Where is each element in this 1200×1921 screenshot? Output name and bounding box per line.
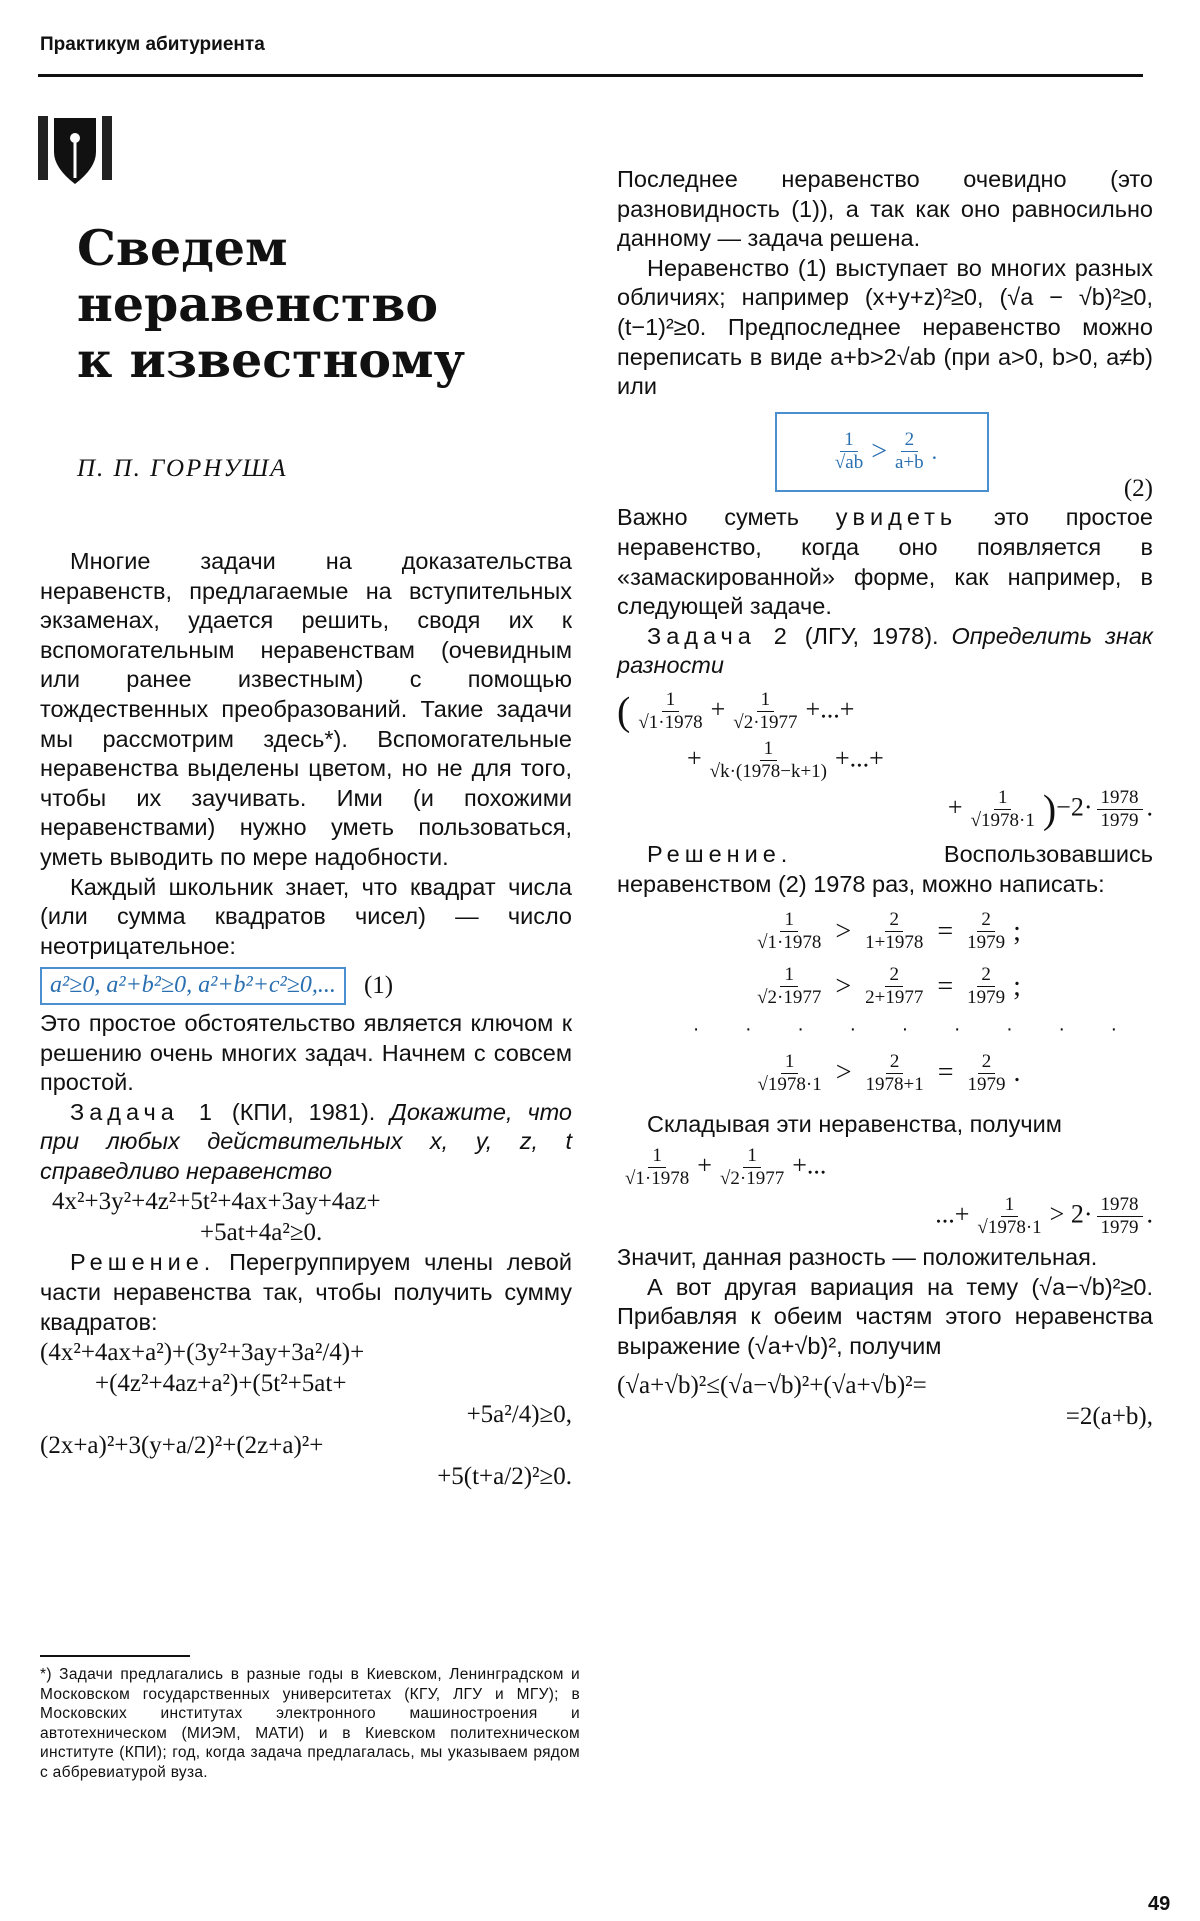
inequality-row <box>617 1051 1153 1096</box>
footnote: *) Задачи предлагались в разные годы в Киевском, Ленинградском и Московском государственных университетах (КГУ, ЛГУ и МГУ); в Московских институтах электронного машиностроения и автотехническом (МИЭМ, МАТИ) и в Киевском политехническом институте (КПИ); год, когда задача предлагалась, мы указываем рядом с аббревиатурой вуза. <box>40 1666 580 1781</box>
numerator: 1 <box>648 1145 666 1168</box>
section-header: Практикум абитуриента <box>40 34 265 55</box>
numerator: 1 <box>780 964 798 987</box>
text-span: это простое неравенство, когда оно появляется в «замаскированной» форме, как например, в следующей задаче. <box>617 504 1153 620</box>
operator: + <box>710 694 726 724</box>
paragraph: Это простое обстоятельство является ключом к решению очень многих задач. Начнем с совсем простой. <box>40 1009 572 1096</box>
expression-line <box>617 1194 1153 1239</box>
relation: = <box>937 1057 954 1089</box>
fraction <box>753 964 825 1009</box>
problem-text: Определить знак разности <box>617 622 1153 679</box>
numerator: 1 <box>1001 1194 1019 1217</box>
denominator: √2·1977 <box>733 711 798 733</box>
numerator: 1 <box>757 689 775 712</box>
inequality-box: a²≥0, a²+b²≥0, a²+b²+c²≥0,... <box>40 967 346 1005</box>
numerator: 1 <box>662 689 680 712</box>
formula-line: +(4z²+4az+a²)+(5t²+5at+ <box>95 1370 347 1398</box>
denominator: 1979 <box>967 987 1006 1009</box>
punctuation: ; <box>1013 970 1021 1002</box>
denominator: 2+1977 <box>865 987 924 1009</box>
denominator: 1+1978 <box>865 932 924 954</box>
formula-line: (4x²+4ax+a²)+(3y²+3ay+3a²/4)+ <box>40 1339 365 1367</box>
punctuation: . <box>931 438 938 464</box>
denominator: √k·(1978−k+1) <box>709 760 828 782</box>
relation: > <box>835 915 852 947</box>
fraction <box>706 738 831 783</box>
numerator: 2 <box>885 964 903 987</box>
numerator: 1 <box>743 1145 761 1168</box>
fraction <box>967 787 1039 832</box>
denominator: √2·1977 <box>757 987 822 1009</box>
paragraph: Многие задачи на доказательства неравенств, предлагаемые на вступительных экзаменах, удается решить, сводя их к вспомогательным неравенствам (очевидным или ранее известным) с помощью тождественных преобразований. Такие задачи мы рассмотрим здесь*). Вспомогательные неравенства выделены цветом, но не для того, чтобы их заучивать. Ими (и похожими неравенствами) нужно уметь пользоваться, уметь выводить по мере надобности. <box>40 548 572 870</box>
problem-text: Докажите, что при любых действительных x, y, z, t справедливо неравенство <box>40 1098 572 1184</box>
relation: = <box>937 915 954 947</box>
fraction <box>753 1051 825 1096</box>
fraction <box>716 1145 788 1190</box>
article-title <box>77 220 465 388</box>
numerator: 2 <box>978 1051 996 1074</box>
fraction <box>861 909 927 954</box>
denominator: √1·1978 <box>757 932 822 954</box>
solution-label: Решение. <box>70 1249 216 1276</box>
expression-line <box>617 1145 1153 1190</box>
author: П. П. ГОРНУША <box>77 455 288 482</box>
denominator: √1·1978 <box>625 1168 690 1190</box>
paragraph: Неравенство (1) выступает во многих разных обличиях; например (x+y+z)²≥0, (√a − √b)²≥0, (t−1)²≥0. Предпоследнее неравенство можно переписать в виде a+b>2√ab (при a>0, b>0, a≠b) или <box>617 254 1153 400</box>
problem-1 <box>40 1098 572 1187</box>
punctuation: . <box>1146 1199 1153 1229</box>
problem-source: (КПИ, 1981). <box>216 1098 391 1125</box>
numerator: 1 <box>760 738 778 761</box>
denominator: 1979 <box>967 932 1006 954</box>
fraction <box>973 1194 1045 1239</box>
relation: > <box>835 970 852 1002</box>
header-rule <box>38 74 1143 77</box>
numerator: 1 <box>780 909 798 932</box>
ellipsis-dots: · · · · · · · · · <box>692 1018 1138 1041</box>
problem-label: Задача 1 <box>70 1098 217 1125</box>
numerator: 1 <box>840 429 858 452</box>
left-column <box>40 547 572 1492</box>
denominator: 1979 <box>967 1073 1006 1095</box>
relation: > <box>835 1057 852 1089</box>
fraction <box>964 1051 1010 1096</box>
operator: +...+ <box>805 694 855 724</box>
paragraph: А вот другая вариация на тему (√a−√b)²≥0. Прибавляя к обеим частям этого неравенства выражение (√a+√b)², получим <box>617 1273 1153 1360</box>
operator: + <box>947 792 963 822</box>
paragraph: Значит, данная разность — положительная. <box>617 1244 1098 1271</box>
paren: ( <box>617 688 631 734</box>
fraction <box>862 1051 928 1096</box>
right-column <box>617 165 1153 1432</box>
fraction <box>963 964 1009 1009</box>
paragraph <box>617 503 1153 621</box>
expression-line <box>617 787 1153 832</box>
denominator: √1978·1 <box>977 1217 1042 1239</box>
operator: +... <box>792 1150 827 1180</box>
numerator: 2 <box>901 429 919 452</box>
footnote-rule <box>40 1655 190 1657</box>
expression-line <box>617 738 1153 783</box>
operator: −2· <box>1056 792 1093 822</box>
formula-line: +5a²/4)≥0, <box>466 1401 572 1429</box>
problem-label: Задача 2 <box>647 622 792 649</box>
punctuation: . <box>1013 1057 1021 1089</box>
denominator: a+b <box>895 452 924 474</box>
fraction <box>963 909 1009 954</box>
formula-line: 4x²+3y²+4z²+5t²+4ax+3ay+4az+ <box>52 1188 381 1216</box>
solution-text: Перегруппируем члены левой части неравенства так, чтобы получить сумму квадратов: <box>40 1249 572 1335</box>
relation: > <box>871 435 887 467</box>
formula-line: (√a+√b)²≤(√a−√b)²+(√a+√b)²= <box>617 1371 927 1399</box>
numerator: 1 <box>781 1051 799 1074</box>
punctuation: ; <box>1013 915 1021 947</box>
highlighted-inequality-1 <box>40 967 572 1005</box>
formula-line: +5(t+a/2)²≥0. <box>437 1463 572 1491</box>
fraction <box>831 429 867 474</box>
numerator: 2 <box>977 909 995 932</box>
denominator: √1978·1 <box>970 809 1035 831</box>
operator: + <box>697 1150 712 1180</box>
operator: ...+ <box>935 1199 970 1229</box>
paragraph: Последнее неравенство очевидно (это разновидность (1)), а так как оно равносильно данному — задача решена. <box>617 166 1153 252</box>
denominator: √2·1977 <box>719 1168 785 1190</box>
equation-number: (1) <box>363 972 394 1000</box>
fraction <box>729 689 801 734</box>
paragraph: Каждый школьник знает, что квадрат числа (или сумма квадратов чисел) — число неотрицательное: <box>40 873 572 959</box>
operator: + <box>687 743 702 773</box>
relation: > 2· <box>1049 1199 1093 1229</box>
numerator: 1978 <box>1097 1194 1143 1217</box>
fraction <box>621 1145 693 1190</box>
problem-2 <box>617 622 1153 681</box>
denominator: √1·1978 <box>638 711 703 733</box>
title-line: Сведем <box>77 219 288 277</box>
numerator: 2 <box>886 1051 904 1074</box>
solution-label: Решение. <box>647 840 793 867</box>
numerator: 1 <box>994 787 1012 810</box>
numerator: 2 <box>977 964 995 987</box>
fraction <box>1097 787 1143 832</box>
operator: +...+ <box>835 743 884 773</box>
solution-text: Воспользовавшись неравенством (2) 1978 раз, можно написать: <box>617 840 1153 897</box>
formula-line: +5at+4a²≥0. <box>200 1219 323 1247</box>
formula-line: (2x+a)²+3(y+a/2)²+(2z+a)²+ <box>40 1432 324 1460</box>
equation-number: (2) <box>1123 474 1153 502</box>
title-line: неравенство <box>77 275 439 333</box>
inequality-row <box>617 964 1153 1009</box>
punctuation: . <box>1146 792 1153 822</box>
paren: ) <box>1042 786 1057 832</box>
fountain-pen-nib-icon <box>36 108 114 188</box>
fraction <box>891 429 928 474</box>
denominator: √ab <box>834 452 864 474</box>
numerator: 2 <box>885 909 903 932</box>
expression-line <box>617 689 1153 734</box>
page-number: 49 <box>1148 1893 1171 1915</box>
emphasis: увидеть <box>835 504 958 531</box>
denominator: 1978+1 <box>865 1073 924 1095</box>
solution-1 <box>40 1248 572 1337</box>
relation: = <box>937 970 954 1002</box>
paragraph: Складывая эти неравенства, получим <box>647 1110 1062 1137</box>
text-span: Важно суметь <box>617 504 836 531</box>
fraction <box>1097 1194 1143 1239</box>
solution-2 <box>617 840 1153 899</box>
numerator: 1978 <box>1097 787 1143 810</box>
fraction <box>861 964 927 1009</box>
fraction <box>634 689 706 734</box>
inequality-row <box>617 909 1153 954</box>
problem-source: (ЛГУ, 1978). <box>791 622 952 649</box>
denominator: √1978·1 <box>757 1073 822 1095</box>
fraction <box>753 909 825 954</box>
title-line: к известному <box>77 331 465 389</box>
denominator: 1979 <box>1100 1217 1139 1239</box>
denominator: 1979 <box>1100 809 1139 831</box>
formula-line: =2(a+b), <box>1065 1402 1153 1430</box>
